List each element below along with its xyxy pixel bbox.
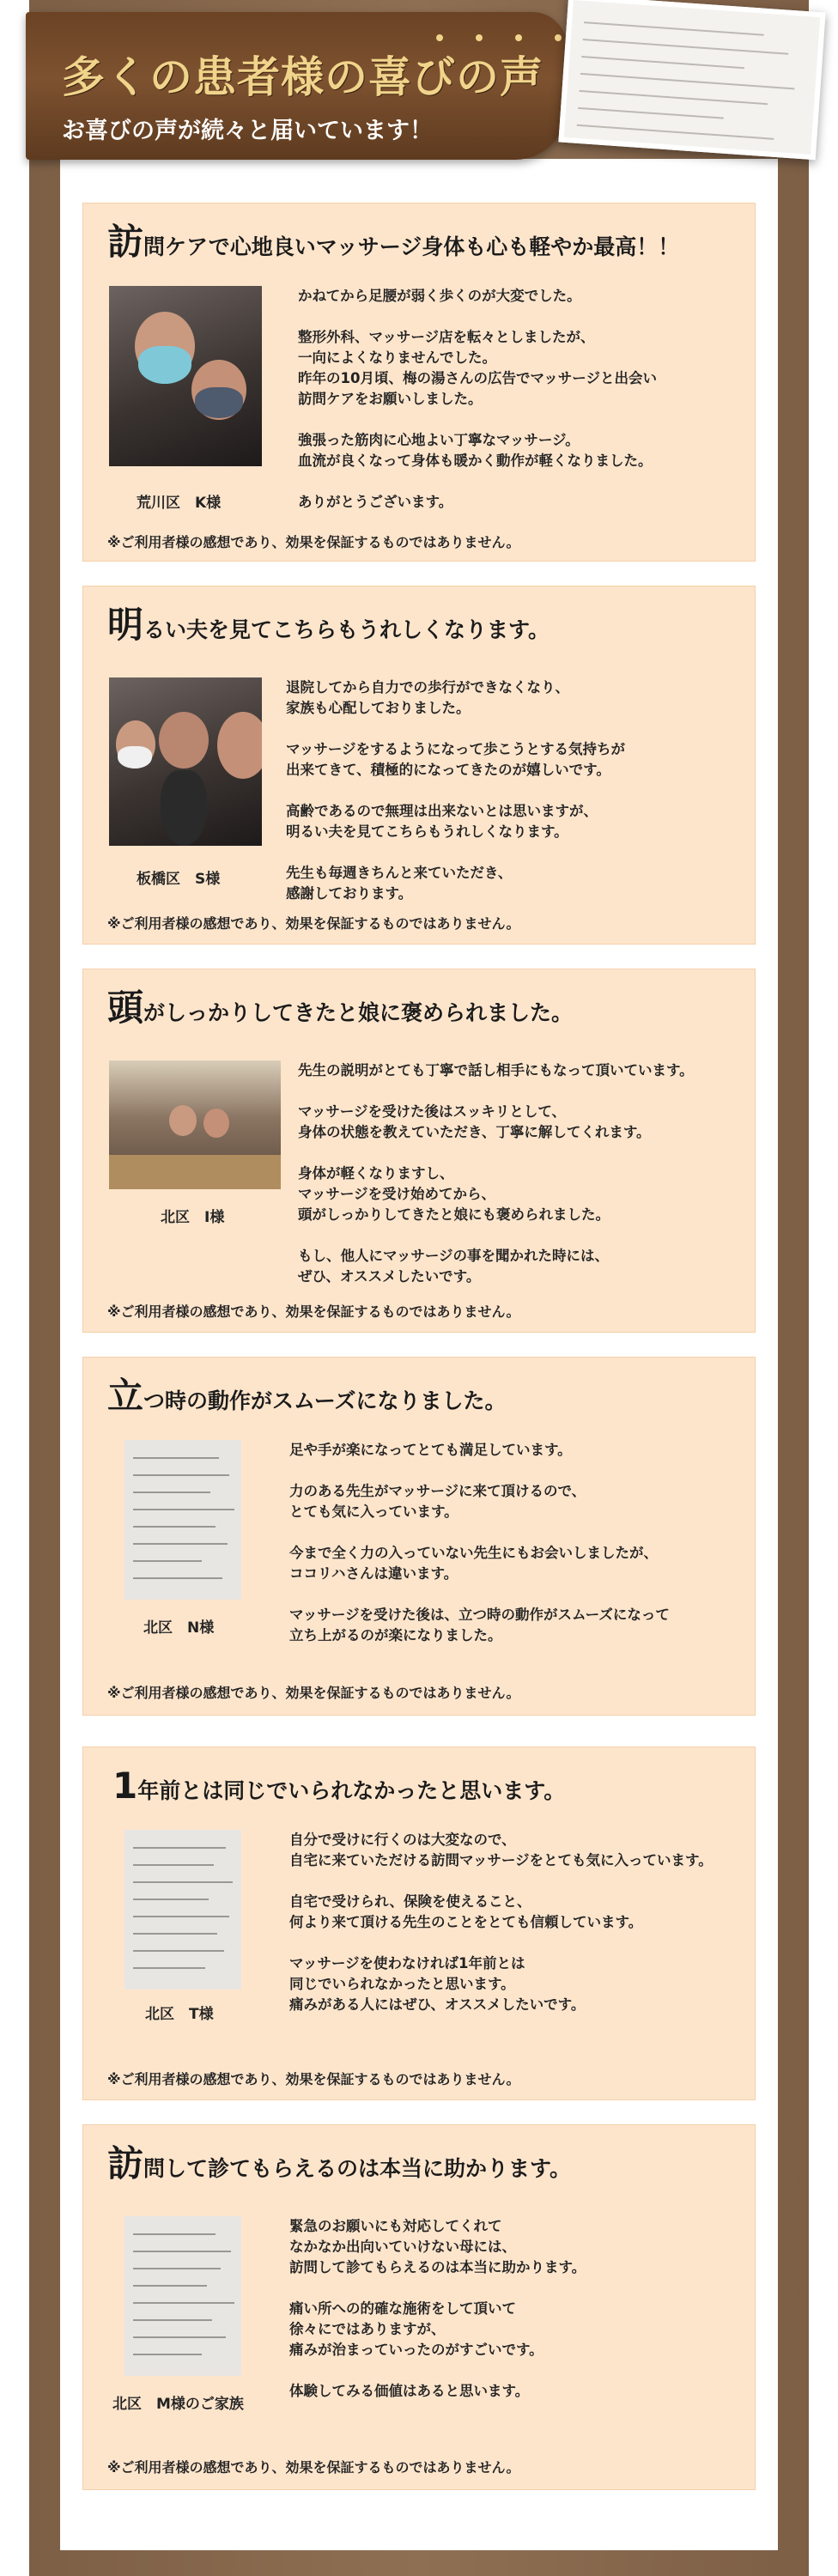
testimonial-card [82, 1357, 756, 1716]
letter-photo [124, 1440, 241, 1600]
testimonial-card [82, 586, 756, 945]
testimonial-paragraph: 力のある先生がマッサージに来て頂けるので、 とても気に入っています。 [289, 1483, 586, 1520]
testimonial-paragraph: マッサージを受けた後はスッキリとして、 身体の状態を教えていただき、丁寧に解してくれます。 [298, 1103, 651, 1140]
testimonial-headline: 明るい夫を見てこちらもうれしくなります。 [107, 604, 550, 646]
testimonial-paragraph: 先生の説明がとても丁寧で話し相手にもなって頂いています。 [298, 1062, 694, 1078]
testimonial-paragraph: マッサージを受けた後は、立つ時の動作がスムーズになって 立ち上がるのが楽になりました。 [289, 1607, 670, 1643]
letter-photo [124, 2216, 241, 2376]
disclaimer-note: ※ご利用者様の感想であり、効果を保証するものではありません。 [107, 2071, 520, 2087]
testimonial-paragraph: 緊急のお願いにも対応してくれて なかなか出向いていけない母には、 訪問して診てもらえるのは本当に助かります。 [289, 2218, 586, 2275]
patient-photo [109, 286, 262, 466]
testimonial-paragraph: ありがとうございます。 [298, 494, 453, 510]
testimonial-paragraph: 退院してから自力での歩行ができなくなり、 家族も心配しておりました。 [286, 679, 569, 716]
disclaimer-note: ※ご利用者様の感想であり、効果を保証するものではありません。 [107, 1303, 520, 1320]
header-banner [26, 12, 567, 160]
testimonial-paragraph: 自宅で受けられ、保険を使えること、 何より来て頂ける先生のことをとても信頼しています。 [289, 1893, 643, 1930]
testimonial-author: 北区 I様 [161, 1209, 225, 1226]
testimonial-paragraph: 高齢であるので無理は出来ないとは思いますが、 明るい夫を見てこちらもうれしくなります。 [286, 803, 598, 840]
testimonial-paragraph: 今まで全く力の入っていない先生にもお会いしましたが、 ココリハさんは違います。 [289, 1545, 658, 1582]
testimonial-body [298, 1060, 694, 1287]
room-photo [109, 1060, 281, 1189]
testimonial-paragraph: 整形外科、マッサージ店を転々としましたが、 一向によくなりませんでした。 昨年の10月頃、梅の湯さんの広告でマッサージと出会い 訪問ケアをお願いしました。 [298, 329, 657, 407]
disclaimer-note: ※ご利用者様の感想であり、効果を保証するものではありません。 [107, 2459, 520, 2476]
testimonial-author: 北区 T様 [145, 2006, 214, 2023]
testimonial-card [82, 203, 756, 562]
testimonial-paragraph: もし、他人にマッサージの事を聞かれた時には、 ぜひ、オススメしたいです。 [298, 1248, 610, 1285]
disclaimer-note: ※ご利用者様の感想であり、効果を保証するものではありません。 [107, 534, 520, 550]
patient-photo [109, 677, 262, 846]
testimonial-paragraph: 強張った筋肉に心地よい丁寧なマッサージ。 血流が良くなって身体も暖かく動作が軽くなりました。 [298, 432, 653, 469]
testimonial-headline: 訪問ケアで心地良いマッサージ身体も心も軽やか最高！！ [107, 221, 680, 263]
testimonial-card [82, 2124, 756, 2490]
testimonial-author: 板橋区 S様 [137, 871, 221, 888]
testimonial-body [289, 1440, 670, 1646]
testimonial-paragraph: 自分で受けに行くのは大変なので、 自宅に来ていただける訪問マッサージをとても気に入っています。 [289, 1832, 713, 1868]
disclaimer-note: ※ご利用者様の感想であり、効果を保証するものではありません。 [107, 1685, 520, 1701]
testimonial-headline: 立つ時の動作がスムーズになりました。 [107, 1375, 507, 1417]
disclaimer-note: ※ご利用者様の感想であり、効果を保証するものではありません。 [107, 915, 520, 932]
testimonial-headline: 訪問して診てもらえるのは本当に助かります。 [107, 2142, 572, 2184]
testimonial-body [289, 1830, 713, 2015]
testimonial-paragraph: マッサージを使わなければ1年前とは 同じでいられなかったと思います。 痛みがある人にはぜひ、オススメしたいです。 [289, 1955, 586, 2013]
testimonial-paragraph: 先生も毎週きちんと来ていただき、 感謝しております。 [286, 865, 513, 902]
page-title: 多くの患者様の喜びの声 [62, 52, 543, 102]
testimonial-body [289, 2216, 586, 2402]
testimonial-headline: 頭がしっかりしてきたと娘に褒められました。 [107, 987, 574, 1029]
testimonial-card [82, 1747, 756, 2100]
testimonial-body [298, 286, 657, 513]
letter-photo [124, 1830, 241, 1990]
page-subtitle: お喜びの声が続々と届いています！ [62, 118, 433, 144]
testimonial-author: 荒川区 K様 [137, 495, 222, 512]
testimonial-headline: 1年前とは同じでいられなかったと思います。 [112, 1765, 566, 1807]
testimonial-paragraph: マッサージをするようになって歩こうとする気持ちが 出来てきて、積極的になってきたのが嬉しいです。 [286, 741, 626, 778]
testimonial-body [286, 677, 625, 904]
testimonial-paragraph: かねてから足腰が弱く歩くのが大変でした。 [298, 288, 581, 304]
testimonial-paragraph: 痛い所への的確な施術をして頂いて 徐々にではありますが、 痛みが治まっていったのがすごいです。 [289, 2300, 543, 2358]
testimonial-paragraph: 足や手が楽になってとても満足しています。 [289, 1442, 572, 1458]
testimonial-author: 北区 M様のご家族 [112, 2396, 244, 2413]
testimonial-author: 北区 N様 [143, 1619, 215, 1637]
testimonial-paragraph: 体験してみる価値はあると思います。 [289, 2383, 530, 2399]
testimonial-card [82, 969, 756, 1333]
testimonial-paragraph: 身体が軽くなりますし、 マッサージを受け始めてから、 頭がしっかりしてきたと娘にも褒められました。 [298, 1165, 610, 1223]
letter-photo-decoration [558, 0, 825, 160]
